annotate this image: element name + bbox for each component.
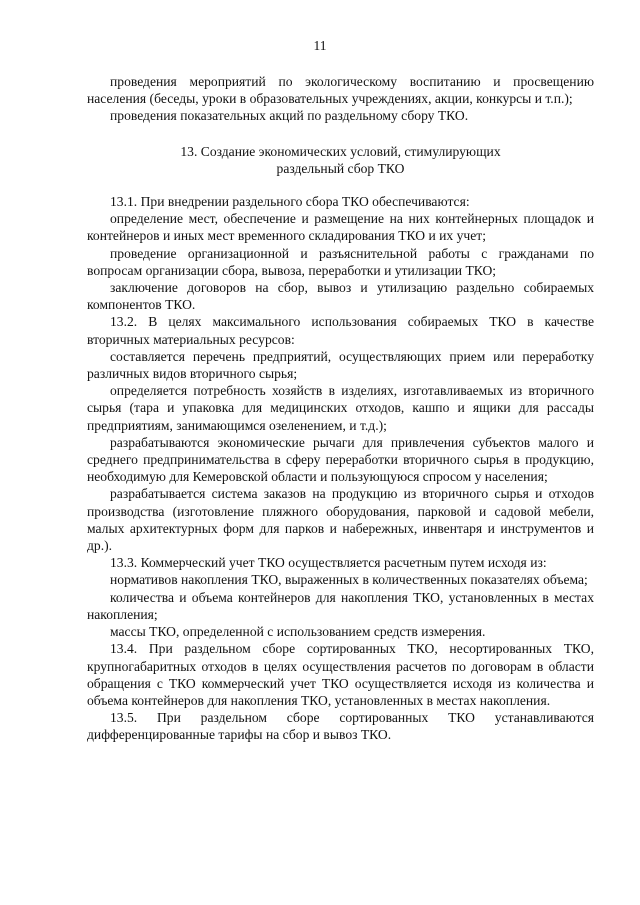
paragraph-13-2: 13.2. В целях максимального использования собираемых ТКО в качестве вторичных материальных ресурсов:: [87, 314, 594, 347]
paragraph-13-3: 13.3. Коммерческий учет ТКО осуществляется расчетным путем исходя из:: [110, 555, 547, 571]
section-heading: [87, 143, 594, 177]
paragraph-13-5: 13.5. При раздельном сборе сортированных ТКО устанавливаются дифференцированные тарифы на сбор и вывоз ТКО.: [87, 710, 594, 743]
page-number: 11: [313, 38, 327, 53]
paragraph-item: проведение организационной и разъяснительной работы с гражданами по вопросам организации сбора, вывоза, переработки и утилизации ТКО;: [87, 245, 594, 278]
paragraph-13-1: 13.1. При внедрении раздельного сбора ТКО обеспечиваются:: [110, 194, 470, 210]
paragraph-item: определение мест, обеспечение и размещение на них контейнерных площадок и контейнеров и иных мест временного складирования ТКО и их учет;: [87, 211, 594, 244]
paragraph-education: проведения мероприятий по экологическому воспитанию и просвещению населения (беседы, уроки в образовательных учреждениях, акции, конкурсы и т.п.);: [87, 74, 594, 107]
paragraph-item: массы ТКО, определенной с использованием средств измерения.: [110, 624, 486, 640]
paragraph-item: разрабатываются экономические рычаги для привлечения субъектов малого и среднего предпринимательства в сферу переработки вторичного сырья в продукцию, необходимую для Кемеровской области и пользующуюся спросом у населения;: [87, 434, 594, 485]
document-body: [87, 73, 594, 744]
paragraph-item: заключение договоров на сбор, вывоз и утилизацию раздельно собираемых компонентов ТКО.: [87, 280, 594, 313]
paragraph-item: составляется перечень предприятий, осуществляющих прием или переработку различных видов вторичного сырья;: [87, 348, 594, 382]
paragraph-13-4: 13.4. При раздельном сборе сортированных ТКО, несортированных ТКО, крупногабаритных отходов в целях осуществления расчетов по договорам в области обращения с ТКО коммерческий учет ТКО осуществляется исходя из количества и объема контейнеров для накопления ТКО, установленных в местах накопления.: [87, 641, 594, 708]
paragraph-item: нормативов накопления ТКО, выраженных в количественных показателях объема;: [110, 572, 588, 588]
paragraph-item: количества и объема контейнеров для накопления ТКО, установленных в местах накопления;: [87, 589, 594, 622]
paragraph-item: разрабатывается система заказов на продукцию из вторичного сырья и отходов производства (изготовление пляжного оборудования, парковой и садовой мебели, малых архитектурных форм для парков и набережных, инвентаря и инструментов и др.).: [87, 486, 594, 554]
section-heading-line1: 13. Создание экономических условий, стимулирующих: [180, 143, 501, 159]
paragraph-actions: проведения показательных акций по раздельному сбору ТКО.: [110, 108, 469, 124]
section-heading-line2: раздельный сбор ТКО: [276, 160, 405, 176]
paragraph-item: определяется потребность хозяйств в изделиях, изготавливаемых из вторичного сырья (тара и упаковка для медицинских отходов, кашпо и ящики для рассады предприятиям, занимающимся озеленением, и т.д.);: [87, 383, 594, 433]
